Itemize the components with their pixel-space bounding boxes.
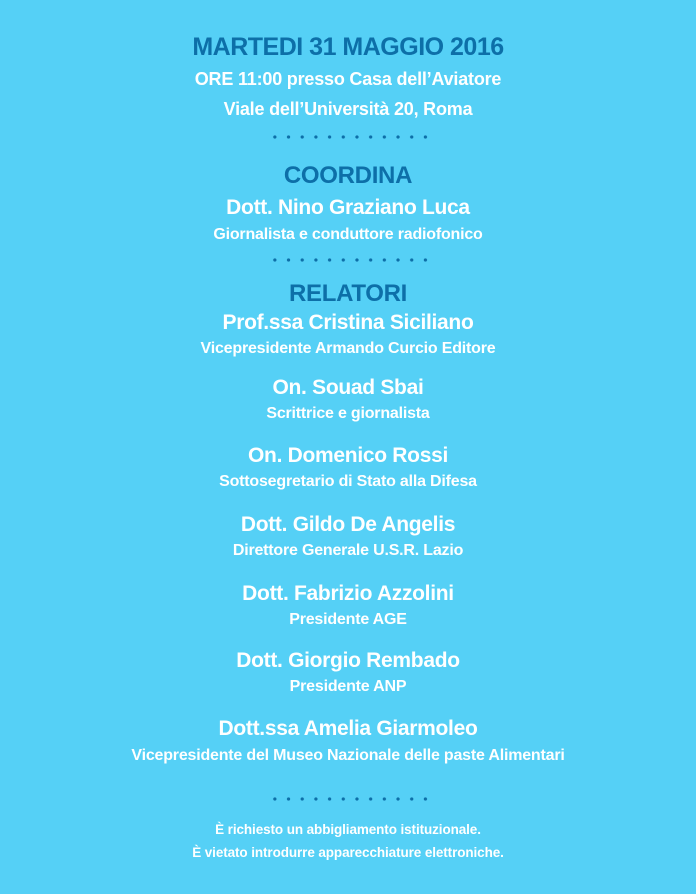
speaker-role: Scrittrice e giornalista [266, 405, 430, 422]
coordinator-heading: COORDINA [283, 162, 413, 189]
speaker-name: On. Domenico Rossi [248, 444, 448, 467]
event-address: Viale dell’Università 20, Roma [223, 99, 473, 119]
speakers-heading: RELATORI [288, 280, 408, 307]
speaker-role: Presidente AGE [289, 611, 407, 628]
event-date: MARTEDI 31 MAGGIO 2016 [192, 33, 504, 61]
speaker-name: Dott. Gildo De Angelis [240, 513, 456, 536]
event-time-place: ORE 11:00 presso Casa dell’Aviatore [194, 69, 502, 89]
speaker-role: Sottosegretario di Stato alla Difesa [219, 473, 477, 490]
speaker-role: Vicepresidente del Museo Nazionale delle paste Alimentari [131, 747, 565, 764]
speaker-name: Dott. Giorgio Rembado [236, 649, 460, 672]
speaker-name: Prof.ssa Cristina Siciliano [222, 311, 474, 334]
dress-code-note: È richiesto un abbigliamento istituzionale. [215, 822, 481, 837]
speaker-role: Direttore Generale U.S.R. Lazio [232, 542, 464, 559]
speaker-name: On. Souad Sbai [272, 376, 424, 399]
coordinator-role: Giornalista e conduttore radiofonico [213, 226, 483, 243]
coordinator-name: Dott. Nino Graziano Luca [226, 196, 470, 219]
dotted-divider [268, 797, 432, 801]
speaker-name: Dott. Fabrizio Azzolini [242, 582, 454, 605]
dotted-divider [268, 258, 432, 262]
speaker-role: Vicepresidente Armando Curcio Editore [200, 340, 496, 357]
electronics-note: È vietato introdurre apparecchiature elettroniche. [192, 845, 504, 860]
dotted-divider [268, 135, 432, 139]
speaker-name: Dott.ssa Amelia Giarmoleo [218, 717, 478, 740]
speaker-role: Presidente ANP [289, 678, 407, 695]
